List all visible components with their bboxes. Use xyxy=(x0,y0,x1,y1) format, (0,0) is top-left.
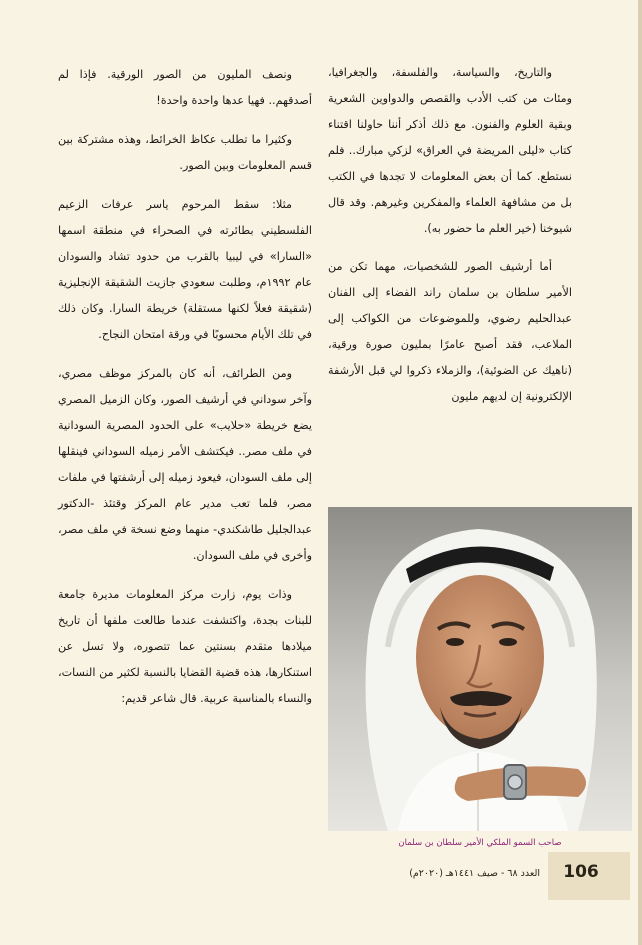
left-paragraph: ونصف المليون من الصور الورقية. فإذا لم أصدقهم.. فهيا عدها واحدة واحدة! xyxy=(58,68,312,107)
page-edge xyxy=(638,0,642,945)
portrait-photo xyxy=(328,507,632,831)
right-paragraph: والتاريخ، والسياسة، والفلسفة، والجغرافيا، ومئات من كتب الأدب والقصص والدواوين الشعرية وبقية العلوم والفنون. مع ذلك أذكر أننا حاولنا اقتناء كتاب «ليلى المريضة في العراق» لزكي مبارك.. فلم نستطع. كما أن بعض المعلومات لا تجدها في الكتب بل من مشافهة العلماء والمفكرين وغيرهم. وقد قال شيوخنا (خير العلم ما حضور به). xyxy=(328,66,572,235)
left-paragraph: وذات يوم، زارت مركز المعلومات مديرة جامعة للبنات بجدة، واكتشفت عندما طالعت ملفها أن تاريخ ميلادها متقدم بسنتين عما تتصوره، ولا تسل عن استنكارها، هذه قضية القضايا بالنسبة لكثير من النسات، والنساء بالمناسبة عربية. قال شاعر قديم: xyxy=(58,588,312,705)
left-paragraph: مثلا: سقط المرحوم ياسر عرفات الزعيم الفلسطيني بطائرته في الصحراء في منطقة اسمها «السارا» في ليبيا بالقرب من حدود تشاد والسودان عام ١٩٩٢م، وطلبت سعودي جازيت الشقيقة الإنجليزية (شقيقة فعلاً لكنها مستقلة) خريطة السارا. وكان ذلك في تلك الأيام محسوبًا في ورقة امتحان النجاح. xyxy=(58,198,312,341)
issue-info: العدد ٦٨ - صيف ١٤٤١هـ (٢٠٢٠م) xyxy=(409,868,540,879)
portrait-illustration xyxy=(328,507,632,831)
right-paragraph: أما أرشيف الصور للشخصيات، مهما تكن من الأمير سلطان بن سلمان راند الفضاء إلى الفنان عبدالحليم رضوي، وللموضوعات من الكواكب إلى الملاعب، فقد أصبح عامرًا بمليون صورة ورقية، (ناهيك عن الضوئية)، والزملاء ذكروا لي قبل الأرشفة الإلكترونية إن لديهم مليون xyxy=(328,260,572,403)
left-text-column xyxy=(58,62,312,725)
page-number: 106 xyxy=(563,862,599,882)
left-paragraph: وكثيرا ما تطلب عكاظ الخرائط، وهذه مشتركة بين قسم المعلومات وبين الصور. xyxy=(58,133,312,172)
photo-caption: صاحب السمو الملكي الأمير سلطان بن سلمان xyxy=(398,838,562,848)
right-text-column xyxy=(328,60,572,422)
left-paragraph: ومن الطرائف، أنه كان بالمركز موظف مصري، وآخر سوداني في أرشيف الصور، وكان الزميل المصري يضع خريطة «حلايب» على الحدود المصرية السودانية في ملف مصر.. فيكتشف الأمر زميله السوداني فينقلها إلى ملف السودان، فيعود زميله إلى أرشفتها في ملفات مصر، فلما تعب مدير عام المركز وقتئذ -الدكتور عبدالجليل طاشكندي- منهما وضع نسخة في ملف مصر، وأخرى في ملف السودان. xyxy=(58,367,312,562)
